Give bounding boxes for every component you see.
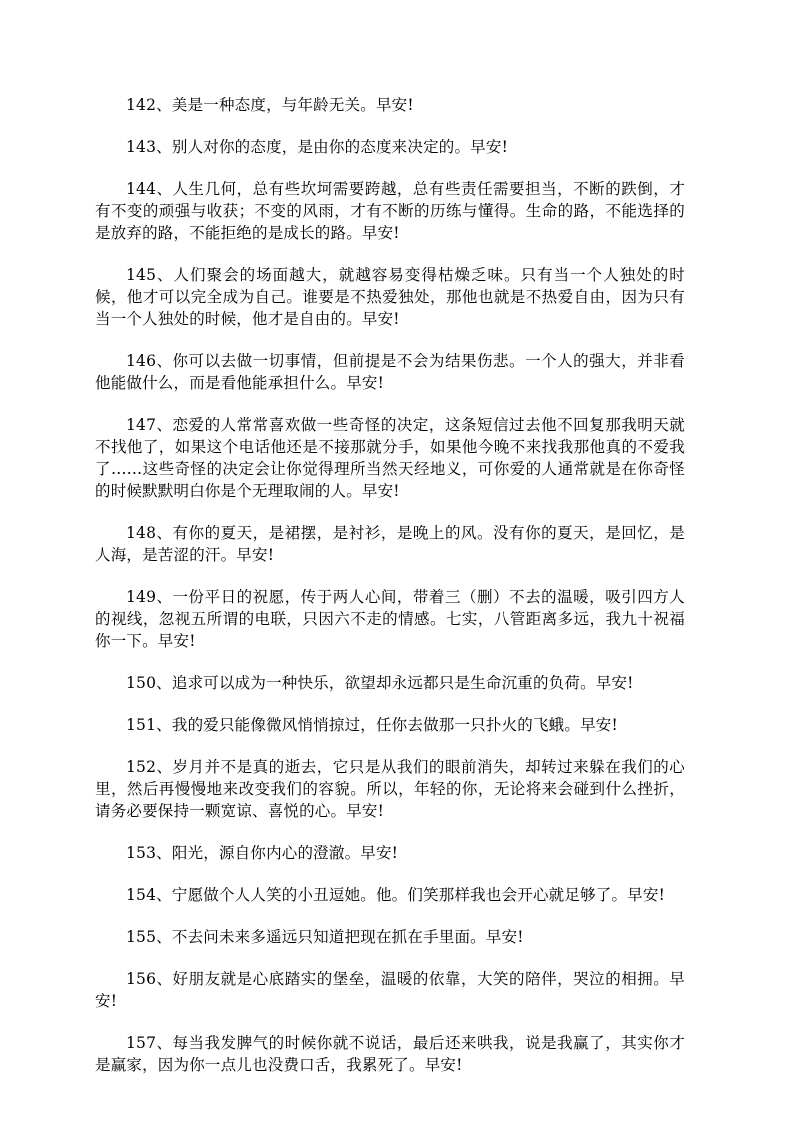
paragraph-154: 154、宁愿做个人人笑的小丑逗她。他。们笑那样我也会开心就足够了。早安!: [126, 886, 666, 904]
paragraph-144: 144、人生几何，总有些坎坷需要跨越，总有些责任需要担当，不断的跌倒，才有不变的顽强与收获；不变的风雨，才有不断的历练与懂得。生命的路，不能选择的是放弃的路，不能拒绝的是成长的路。早安!: [95, 180, 685, 242]
paragraph-151: 151、我的爱只能像微风悄悄掠过，任你去做那一只扑火的飞蛾。早安!: [126, 716, 618, 734]
paragraph-157: 157、每当我发脾气的时候你就不说话，最后还来哄我，说是我赢了，其实你才是赢家，因为你一点儿也没费口舌，我累死了。早安!: [95, 1034, 685, 1074]
document-page: [95, 94, 685, 1096]
paragraph-148: 148、有你的夏天，是裙摆，是衬衫，是晚上的风。没有你的夏天，是回忆，是人海，是苦涩的汗。早安!: [95, 524, 685, 564]
paragraph-150: 150、追求可以成为一种快乐，欲望却永远都只是生命沉重的负荷。早安!: [126, 674, 634, 692]
paragraph-149: 149、一份平日的祝愿，传于两人心间，带着三（删）不去的温暖，吸引四方人的视线，忽视五所谓的电联，只因六不走的情感。七实，八管距离多远，我九十祝福你一下。早安!: [95, 588, 685, 650]
paragraph-156: 156、好朋友就是心底踏实的堡垒，温暖的依靠，大笑的陪伴，哭泣的相拥。早安!: [95, 970, 685, 1010]
paragraph-147: 147、恋爱的人常常喜欢做一些奇怪的决定，这条短信过去他不回复那我明天就不找他了，如果这个电话他还是不接那就分手，如果他今晚不来找我那他真的不爱我了……这些奇怪的决定会让你觉得理所当然天经地义，可你爱的人通常就是在你奇怪的时候默默明白你是个无理取闹的人。早安!: [95, 416, 685, 500]
paragraph-146: 146、你可以去做一切事情，但前提是不会为结果伤悲。一个人的强大，并非看他能做什么，而是看他能承担什么。早安!: [95, 352, 685, 392]
paragraph-153: 153、阳光，源自你内心的澄澈。早安!: [126, 844, 399, 862]
paragraph-142: 142、美是一种态度，与年龄无关。早安!: [126, 96, 414, 114]
paragraph-155: 155、不去问未来多遥远只知道把现在抓在手里面。早安!: [126, 928, 524, 946]
paragraph-145: 145、人们聚会的场面越大，就越容易变得枯燥乏味。只有当一个人独处的时候，他才可以完全成为自己。谁要是不热爱独处，那他也就是不热爱自由，因为只有当一个人独处的时候，他才是自由的。早安!: [95, 266, 685, 328]
paragraph-143: 143、别人对你的态度，是由你的态度来决定的。早安!: [126, 138, 509, 156]
paragraph-152: 152、岁月并不是真的逝去，它只是从我们的眼前消失，却转过来躲在我们的心里，然后再慢慢地来改变我们的容貌。所以，年轻的你，无论将来会碰到什么挫折，请务必要保持一颗宽谅、喜悦的心。早安!: [95, 758, 685, 820]
